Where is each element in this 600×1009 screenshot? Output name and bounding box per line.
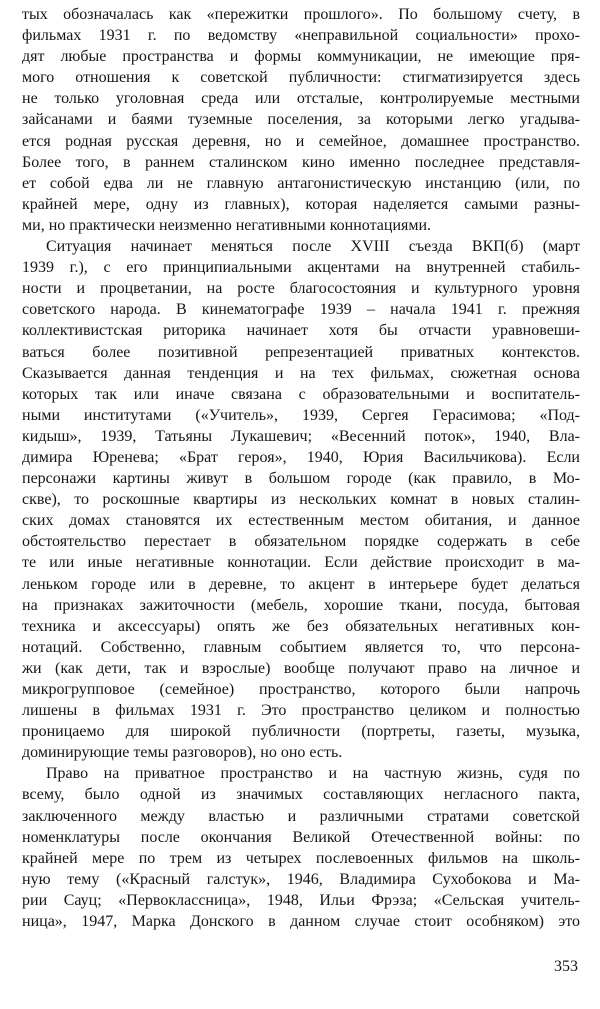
text-line: фильмах 1931 г. по ведомству «неправильной социальности» прохо-	[22, 27, 580, 45]
text-line: крайней мере, одну из главных), которая наделяется самыми разны-	[22, 195, 580, 213]
text-line: ности и процветании, на росте благосостояния и культурного уровня	[22, 280, 580, 298]
text-line: Более того, в раннем сталинском кино именно последнее представля-	[22, 153, 580, 171]
page-number: 353	[554, 958, 578, 975]
text-line: ми, но практически неизменно негативными коннотациями.	[22, 216, 432, 234]
text-line: всему, было одной из значимых составляющих негласного пакта,	[22, 786, 580, 804]
text-line: 1939 г.), с его принципиальными акцентами на внутренней стабиль-	[22, 259, 580, 277]
text-line: мого отношения к советской публичности: стигматизируется здесь	[22, 69, 580, 87]
text-line: рии Сауц; «Первоклассница», 1948, Ильи Фрэза; «Сельская учитель-	[22, 891, 580, 909]
text-line: кидыш», 1939, Татьяны Лукашевич; «Весенний поток», 1940, Вла-	[22, 427, 580, 445]
text-line: дят любые пространства и формы коммуникации, не имеющие пря-	[22, 48, 580, 66]
text-line: жи (как дети, так и взрослые) вообще получают право на личное и	[22, 659, 580, 677]
paragraph	[22, 236, 580, 763]
text-line: ет собой едва ли не главную антагонистическую инстанцию (или, по	[22, 174, 580, 192]
text-line: ница», 1947, Марка Донского в данном случае стоит особняком) это	[22, 913, 580, 931]
paragraph	[22, 4, 580, 236]
text-line: лишены в фильмах 1931 г. Это пространство целиком и полностью	[22, 702, 580, 720]
text-line: крайней мере по трем из четырех послевоенных фильмов на школь-	[22, 849, 580, 867]
text-line: Сказывается данная тенденция и на тех фильмах, сюжетная основа	[22, 364, 580, 382]
text-line: тых обозначалась как «пережитки прошлого». По большому счету, в	[22, 6, 580, 23]
text-line: ную тему («Красный галстук», 1946, Владимира Сухобокова и Ма-	[22, 870, 580, 888]
text-line: нотаций. Собственно, главным событием является то, что персона-	[22, 638, 580, 656]
text-line: доминирующие темы разговоров), но оно есть.	[22, 744, 343, 762]
text-line: димира Юренева; «Брат героя», 1940, Юрия Васильчикова). Если	[22, 448, 580, 466]
page-body	[22, 4, 580, 932]
text-line: персонажи картины живут в большом городе (как правило, в Мо-	[22, 470, 580, 488]
text-line: обстоятельство перестает в обязательном порядке содержать в себе	[22, 533, 580, 551]
text-line: ваться более позитивной репрезентацией приватных контекстов.	[22, 343, 580, 361]
text-line: леньком городе или в деревне, то акцент в интерьере будет делаться	[22, 575, 580, 593]
text-line: не только уголовная среда или отсталые, контролируемые местными	[22, 90, 580, 108]
text-line: микрогрупповое (семейное) пространство, которого были напрочь	[22, 681, 580, 698]
text-line: те или иные негативные коннотации. Если действие происходит в ма-	[22, 554, 580, 572]
text-line: Право на приватное пространство и на частную жизнь, судя по	[46, 765, 580, 783]
text-line: которых так или иначе связана с образовательными и воспитатель-	[22, 385, 580, 403]
text-line: номенклатуры после окончания Великой Отечественной войны: по	[22, 828, 580, 846]
text-line: ских домах становятся их естественным местом обитания, и данное	[22, 512, 580, 530]
text-line: коллективистская риторика начинает хотя бы отчасти уравновеши-	[22, 322, 580, 340]
text-line: ется родная русская деревня, но и семейное, домашнее пространство.	[22, 132, 580, 150]
text-line: Ситуация начинает меняться после XVIII съезда ВКП(б) (март	[46, 238, 580, 256]
paragraph	[22, 763, 580, 932]
text-line: техника и аксессуары) опять же без обязательных негативных кон-	[22, 617, 580, 635]
text-line: советского народа. В кинематографе 1939 – начала 1941 г. прежняя	[22, 301, 580, 319]
text-line: проницаемо для широкой публичности (портреты, газеты, музыка,	[22, 723, 580, 741]
text-line: на признаках зажиточности (мебель, хорошие ткани, посуда, бытовая	[22, 596, 580, 614]
text-line: скве), то роскошные квартиры из нескольких комнат в новых сталин-	[22, 491, 580, 509]
text-line: ными институтами («Учитель», 1939, Сергея Герасимова; «Под-	[22, 406, 580, 424]
text-line: зайсанами и баями туземные поселения, за которыми легко угадыва-	[22, 111, 580, 129]
text-line: заключенного между властью и различными стратами советской	[22, 807, 580, 825]
